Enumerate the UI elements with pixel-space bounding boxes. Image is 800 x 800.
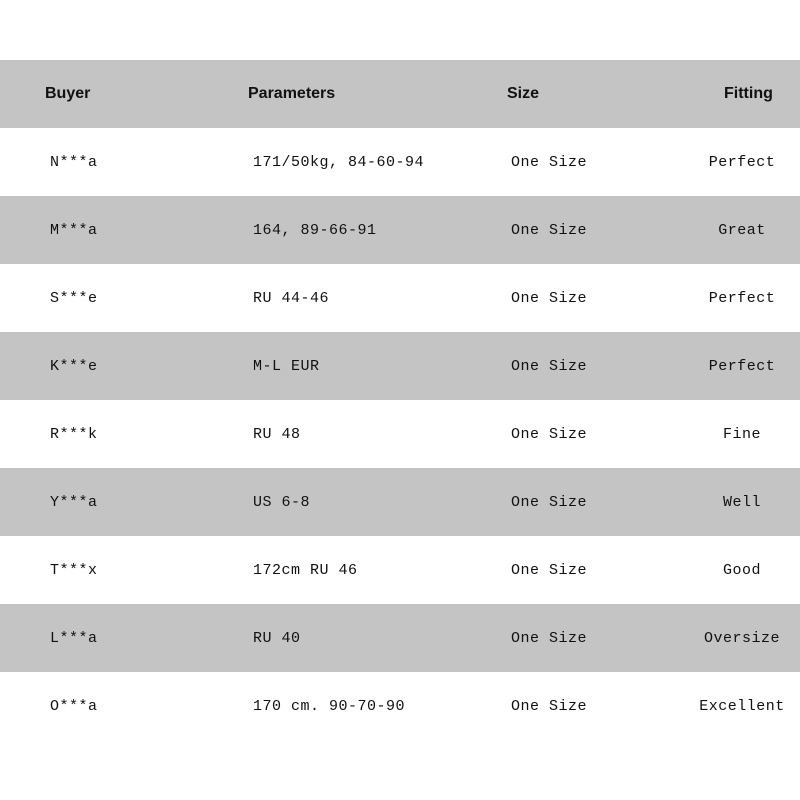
- table-row: [0, 604, 800, 672]
- parameters-cell: 164, 89-66-91: [253, 221, 377, 239]
- buyer-cell: R***k: [50, 425, 98, 443]
- size-cell: One Size: [511, 697, 588, 715]
- size-cell: One Size: [511, 221, 588, 239]
- parameters-cell: RU 44-46: [253, 289, 330, 307]
- buyer-cell: N***a: [50, 153, 98, 171]
- table-row: [0, 196, 800, 264]
- header-buyer: Buyer: [45, 85, 91, 102]
- fitting-cell: Perfect: [708, 153, 776, 171]
- fitting-cell: Fine: [722, 425, 762, 443]
- fitting-cell-wrap: [0, 264, 783, 332]
- fitting-cell-wrap: [0, 672, 783, 740]
- fitting-cell: Well: [722, 493, 762, 511]
- fitting-cell-wrap: [0, 468, 783, 536]
- fitting-cell-wrap: [0, 128, 783, 196]
- parameters-cell: 172cm RU 46: [253, 561, 358, 579]
- fitting-cell-wrap: [0, 604, 783, 672]
- fitting-cell: Great: [718, 221, 766, 239]
- parameters-cell: RU 40: [253, 629, 301, 647]
- size-cell: One Size: [511, 561, 588, 579]
- parameters-cell: 171/50kg, 84-60-94: [253, 153, 425, 171]
- size-cell: One Size: [511, 493, 588, 511]
- parameters-cell: US 6-8: [253, 493, 311, 511]
- size-cell: One Size: [511, 289, 588, 307]
- table-row: [0, 400, 800, 468]
- size-cell: One Size: [511, 425, 588, 443]
- buyer-cell: Y***a: [50, 493, 98, 511]
- fitting-cell-wrap: [0, 536, 783, 604]
- size-cell: One Size: [511, 357, 588, 375]
- fitting-cell: Perfect: [708, 289, 776, 307]
- buyer-cell: L***a: [50, 629, 98, 647]
- buyer-cell: O***a: [50, 697, 98, 715]
- size-cell: One Size: [511, 629, 588, 647]
- table-row: [0, 332, 800, 400]
- buyer-cell: K***e: [50, 357, 98, 375]
- table-row: [0, 264, 800, 332]
- table-row: [0, 128, 800, 196]
- buyer-cell: M***a: [50, 221, 98, 239]
- fitting-cell-wrap: [0, 332, 783, 400]
- fitting-cell: Excellent: [699, 697, 785, 715]
- size-review-table: [0, 60, 800, 740]
- fitting-cell: Perfect: [708, 357, 776, 375]
- table-header-row: [0, 60, 800, 128]
- header-parameters: Parameters: [248, 85, 336, 102]
- buyer-cell: T***x: [50, 561, 98, 579]
- fitting-cell: Good: [722, 561, 762, 579]
- table-row: [0, 672, 800, 740]
- parameters-cell: 170 cm. 90-70-90: [253, 697, 406, 715]
- parameters-cell: RU 48: [253, 425, 301, 443]
- fitting-cell: Oversize: [703, 629, 781, 647]
- parameters-cell: M-L EUR: [253, 357, 320, 375]
- header-fitting: Fitting: [724, 85, 773, 102]
- fitting-cell-wrap: [0, 196, 783, 264]
- buyer-cell: S***e: [50, 289, 98, 307]
- header-size: Size: [507, 85, 540, 102]
- fitting-cell-wrap: [0, 400, 783, 468]
- table-row: [0, 468, 800, 536]
- table-row: [0, 536, 800, 604]
- size-cell: One Size: [511, 153, 588, 171]
